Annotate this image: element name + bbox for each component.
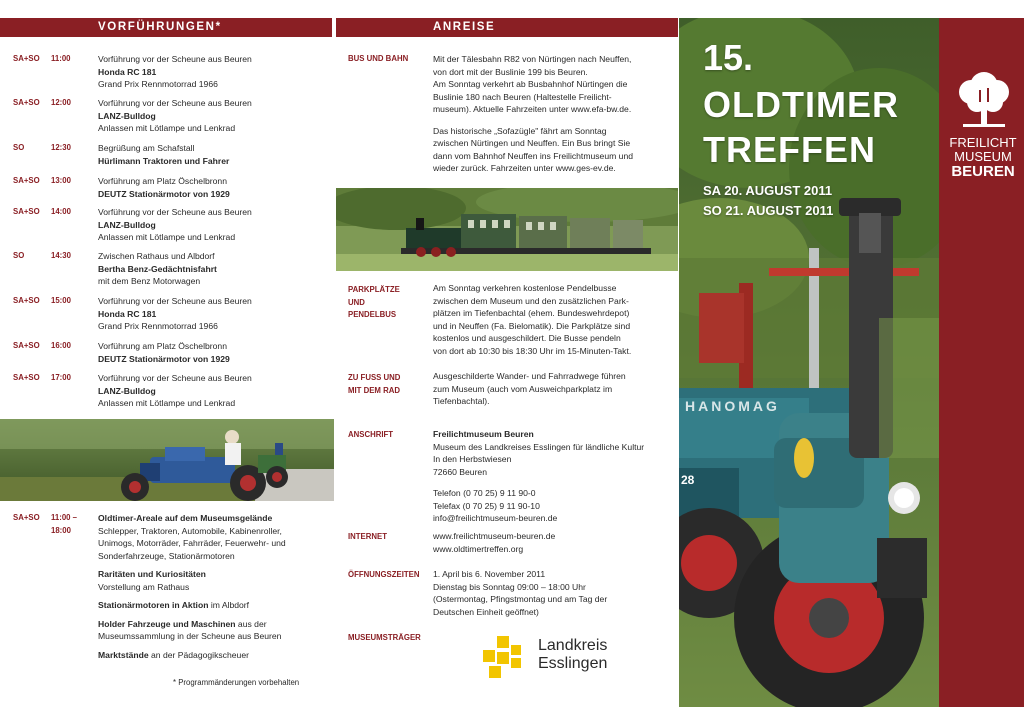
label-zu-fuss-1: ZU FUSS UND	[348, 373, 401, 382]
sofa-line: Das historische „Sofazügle" fährt am Sonntag	[433, 125, 607, 136]
areal-line: Sonderfahrzeuge, Stationärmotoren	[98, 550, 235, 561]
schedule-time: 11:00	[51, 54, 71, 63]
holder-title: Holder Fahrzeuge und Maschinen	[98, 618, 236, 629]
anschrift-title: Freilichtmuseum Beuren	[433, 429, 534, 439]
areal-line: Schlepper, Traktoren, Automobile, Kabinenroller,	[98, 525, 282, 536]
schedule-location: Vorführung vor der Scheune aus Beuren	[98, 98, 252, 108]
schedule-location: Begrüßung am Schafstall	[98, 143, 195, 153]
bus-line: Buslinie 180 nach Beuren (Haltestelle Freilicht-	[433, 91, 612, 102]
tractor-number: 28	[681, 473, 695, 487]
schedule-title: LANZ-Bulldog	[98, 219, 156, 230]
schedule-days: SA+SO	[13, 373, 40, 382]
park-line: zwischen dem Museum und den zusätzlichen Park-	[433, 295, 629, 306]
schedule-time: 12:00	[51, 98, 71, 107]
schedule-time: 13:00	[51, 176, 71, 185]
label-parkplaetze-3: PENDELBUS	[348, 310, 397, 319]
fuss-line: Ausgeschilderte Wander- und Fahrradwege führen	[433, 371, 626, 381]
schedule-title: LANZ-Bulldog	[98, 110, 156, 121]
schedule-days: SA+SO	[13, 207, 40, 216]
label-zu-fuss-2: MIT DEM RAD	[348, 385, 400, 395]
schedule-time: 12:30	[51, 143, 71, 152]
schedule-time: 14:00	[51, 207, 71, 216]
footnote: * Programmänderungen vorbehalten	[173, 678, 300, 687]
anschrift-line: In den Herbstwiesen	[433, 454, 512, 464]
bus-line: Mit der Tälesbahn R82 von Nürtingen nach Neuffen,	[433, 54, 632, 64]
tree-icon	[949, 64, 1019, 134]
museum-logo-text	[945, 136, 1021, 180]
phone-line: Telefon (0 70 25) 9 11 90-0	[433, 488, 536, 498]
anschrift-info	[433, 428, 673, 525]
cover-date-2: SO 21. AUGUST 2011	[703, 203, 834, 218]
label-bus-und-bahn: BUS UND BAHN	[348, 54, 409, 63]
email-line: info@freilichtmuseum-beuren.de	[433, 513, 558, 523]
label-parkplaetze	[348, 284, 400, 322]
park-line: Am Sonntag verkehren kostenlose Pendelbusse	[433, 283, 617, 293]
park-info	[433, 282, 673, 357]
schedule-time: 16:00	[51, 341, 71, 350]
label-parkplaetze-1: PARKPLÄTZE	[348, 285, 400, 294]
zeiten-line: Dienstag bis Sonntag 09:00 – 18:00 Uhr	[433, 581, 586, 592]
landkreis-logo-line: Esslingen	[538, 655, 608, 672]
schedule-detail: Grand Prix Rennmotorrad 1966	[98, 321, 218, 331]
label-zu-fuss	[348, 372, 400, 397]
marktstaende-text: an der Pädagogikscheuer	[148, 649, 249, 660]
schedule-title: DEUTZ Stationärmotor von 1929	[98, 188, 230, 199]
schedule-location: Zwischen Rathaus und Albdorf	[98, 251, 215, 261]
schedule-days: SA+SO	[13, 341, 40, 350]
landkreis-logo	[483, 636, 653, 682]
museum-band	[939, 18, 1024, 707]
sofa-line: wieder zurück. Fahrzeiten unter www.ges-ev.de.	[433, 163, 616, 173]
raritaeten-line: Vorstellung am Rathaus	[98, 581, 190, 592]
anschrift-line: Museum des Landkreises Esslingen für ländliche Kultur	[433, 441, 645, 452]
schedule-title: Honda RC 181	[98, 308, 157, 319]
allday-time-from: 11:00 –	[51, 513, 78, 522]
website-link[interactable]: www.freilichtmuseum-beuren.de	[433, 531, 556, 541]
park-line: von dort ab 10:30 bis 18:30 Uhr im 15-Minuten-Takt.	[433, 345, 632, 356]
raritaeten-title: Raritäten und Kuriositäten	[98, 569, 206, 579]
fuss-line: Tiefenbachtal).	[433, 396, 490, 406]
schedule-days: SO	[13, 143, 25, 152]
stationaermotoren-text: im Albdorf	[208, 600, 250, 610]
sofa-line: dann vom Bahnhof Neuffen ins Freilichtmuseum und	[433, 150, 633, 161]
museum-logo-line: FREILICHT	[949, 135, 1017, 150]
label-internet: INTERNET	[348, 532, 387, 541]
marktstaende-title: Marktstände	[98, 649, 149, 660]
train-photo	[336, 188, 678, 271]
museum-logo-line: BEUREN	[951, 163, 1015, 180]
sofa-line: zwischen Nürtingen und Neuffen. Ein Bus bringt Sie	[433, 138, 631, 148]
cover-title-2: TREFFEN	[703, 129, 876, 170]
holder-text-2: Museumssammlung in der Scheune aus Beuren	[98, 631, 282, 641]
schedule-days: SA+SO	[13, 176, 40, 185]
schedule-detail: Anlassen mit Lötlampe und Lenkrad	[98, 398, 236, 408]
bus-line: von dort mit der Buslinie 199 bis Beuren.	[433, 66, 588, 77]
website-link[interactable]: www.oldtimertreffen.org	[433, 543, 524, 554]
schedule-location: Vorführung am Platz Öschelbronn	[98, 176, 227, 186]
zeiten-info	[433, 568, 673, 618]
anreise-header-bar	[336, 18, 678, 37]
anschrift-line: 72660 Beuren	[433, 466, 487, 477]
allday-days: SA+SO	[13, 513, 40, 522]
schedule-detail: mit dem Benz Motorwagen	[98, 276, 201, 286]
label-oeffnungszeiten: ÖFFNUNGSZEITEN	[348, 570, 420, 579]
schedule-title: DEUTZ Stationärmotor von 1929	[98, 353, 230, 364]
holder-text: aus der	[235, 618, 267, 629]
schedule-title: LANZ-Bulldog	[98, 385, 156, 396]
schedule-location: Vorführung vor der Scheune aus Beuren	[98, 54, 252, 64]
allday-time-to: 18:00	[51, 525, 71, 535]
schedule-location: Vorführung vor der Scheune aus Beuren	[98, 207, 252, 217]
park-line: kostenlos und ausgeschildert. Die Busse pendeln	[433, 333, 621, 343]
schedule-days: SA+SO	[13, 296, 40, 305]
schedule-days: SA+SO	[13, 98, 40, 107]
schedule-detail: Anlassen mit Lötlampe und Lenkrad	[98, 232, 236, 242]
bus-info	[433, 53, 673, 175]
cover-number: 15.	[703, 37, 754, 78]
stationaermotoren-title: Stationärmotoren in Aktion	[98, 600, 209, 610]
label-parkplaetze-2: UND	[348, 297, 365, 307]
fuss-line: zum Museum (auch vom Ausweichparkplatz im	[433, 383, 613, 394]
schedule-location: Vorführung vor der Scheune aus Beuren	[98, 373, 252, 383]
schedule-title: Bertha Benz-Gedächtnisfahrt	[98, 263, 217, 274]
tractor-brand-text: HANOMAG	[685, 398, 780, 414]
landkreis-logo-icon	[483, 636, 523, 680]
fuss-info	[433, 370, 673, 408]
park-line: und in Neuffen (Fa. Bielomatik). Die Parkplätze sind	[433, 320, 631, 331]
internet-info	[433, 530, 673, 555]
park-line: plätzen im Tiefenbachtal (ehem. Bundeswehrdepot)	[433, 308, 630, 318]
bus-line: museum). Aktuelle Fahrzeiten unter www.efa-bw.de.	[433, 104, 632, 114]
schedule-title: Hürlimann Traktoren und Fahrer	[98, 155, 230, 166]
label-museumstraeger: MUSEUMSTRÄGER	[348, 633, 421, 642]
schedule-location: Vorführung vor der Scheune aus Beuren	[98, 296, 252, 306]
areal-title: Oldtimer-Areale auf dem Museumsgelände	[98, 513, 273, 523]
museum-logo-line: MUSEUM	[954, 149, 1012, 164]
schedule-header-title: VORFÜHRUNGEN*	[98, 21, 222, 33]
zeiten-line: (Ostermontag, Pfingstmontag und am Tag der	[433, 594, 608, 604]
schedule-location: Vorführung am Platz Öschelbronn	[98, 341, 227, 351]
schedule-detail: Grand Prix Rennmotorrad 1966	[98, 79, 218, 89]
schedule-days: SO	[13, 251, 25, 260]
schedule-title: Honda RC 181	[98, 66, 157, 77]
tractor-photo	[0, 419, 334, 501]
bus-line: Am Sonntag verkehrt ab Busbahnhof Nürtingen die	[433, 79, 628, 89]
landkreis-logo-line: Landkreis	[538, 637, 608, 654]
schedule-days: SA+SO	[13, 54, 40, 63]
schedule-time: 14:30	[51, 251, 71, 260]
areal-line: Unimogs, Motorräder, Fahrräder, Feuerwehr- und	[98, 538, 286, 548]
zeiten-line: 1. April bis 6. November 2011	[433, 569, 546, 579]
cover-date-1: SA 20. AUGUST 2011	[703, 183, 833, 198]
schedule-time: 17:00	[51, 373, 71, 382]
fax-line: Telefax (0 70 25) 9 11 90-10	[433, 500, 540, 511]
schedule-detail: Anlassen mit Lötlampe und Lenkrad	[98, 123, 236, 133]
cover-title-1: OLDTIMER	[703, 84, 899, 125]
landkreis-logo-text	[538, 637, 607, 673]
schedule-header-bar	[0, 18, 332, 37]
zeiten-line: Deutschen Einheit geöffnet)	[433, 606, 539, 617]
schedule-time: 15:00	[51, 296, 71, 305]
anreise-header-title: ANREISE	[433, 21, 496, 33]
label-anschrift: ANSCHRIFT	[348, 430, 394, 439]
